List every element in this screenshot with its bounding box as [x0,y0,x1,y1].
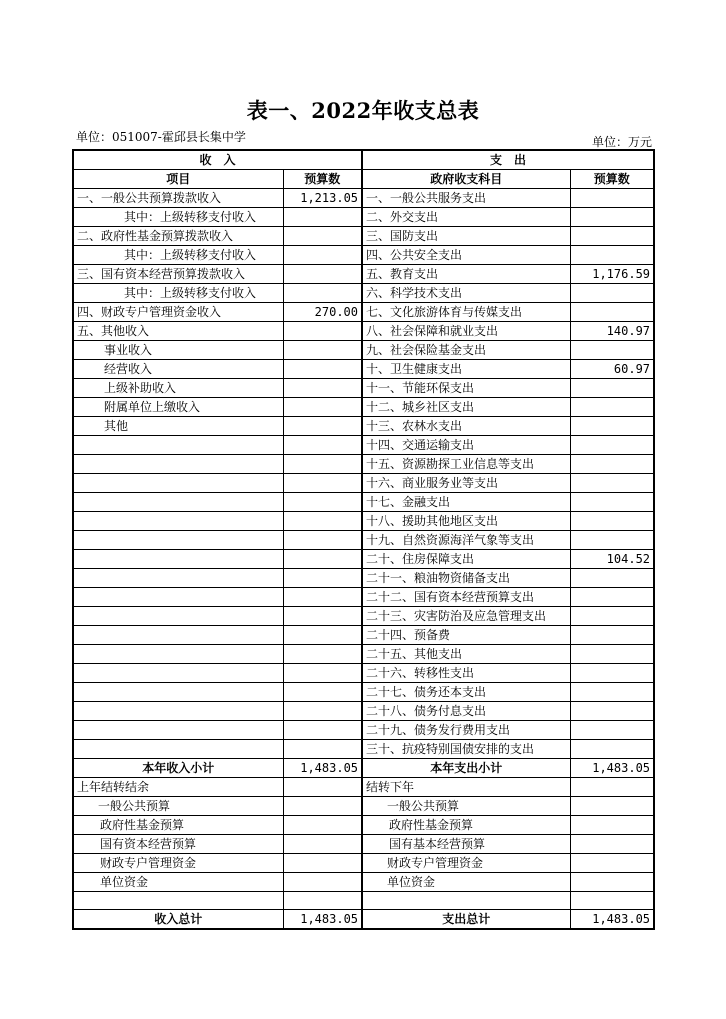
income-value-cell [283,626,362,645]
income-value-cell [283,360,362,379]
income-value-cell [283,417,362,436]
income-item-cell [73,512,283,531]
expense-item-cell: 二十、住房保障支出 [362,550,570,569]
table-row [73,455,654,474]
income-item-cell: 上级补助收入 [73,379,283,398]
carryover-expense-cell: 单位资金 [362,873,570,892]
table-row [73,417,654,436]
income-item-cell [73,664,283,683]
income-item-cell [73,721,283,740]
expense-value-cell [570,455,654,474]
income-item-cell: 事业收入 [73,341,283,360]
income-value-cell: 270.00 [283,303,362,322]
expense-item-cell: 五、教育支出 [362,265,570,284]
expense-budget-header: 预算数 [570,170,654,189]
income-value-cell [283,379,362,398]
income-value-cell [283,493,362,512]
currency-unit-label: 单位：万元 [591,135,652,149]
income-value-cell [283,341,362,360]
income-section-header: 收 入 [73,150,362,170]
expense-value-cell [570,379,654,398]
expense-value-cell [570,569,654,588]
expense-section-header: 支 出 [362,150,654,170]
table-row [73,702,654,721]
expense-value-cell: 140.97 [570,322,654,341]
carryover-income-cell [73,892,283,910]
income-value-cell [283,398,362,417]
table-row [73,493,654,512]
expense-value-cell [570,227,654,246]
table-row [73,436,654,455]
carryover-income-value [283,816,362,835]
income-value-cell [283,265,362,284]
income-value-cell [283,436,362,455]
income-value-cell [283,550,362,569]
expense-item-cell: 十五、资源勘探工业信息等支出 [362,455,570,474]
income-item-cell: 经营收入 [73,360,283,379]
table-row [73,588,654,607]
carryover-expense-cell: 结转下年 [362,778,570,797]
income-value-cell [283,607,362,626]
carry-row [73,873,654,892]
income-value-cell [283,512,362,531]
expense-value-cell [570,303,654,322]
subtotal-row [73,759,654,778]
table-row [73,322,654,341]
carry-row [73,854,654,873]
expense-item-cell: 十一、节能环保支出 [362,379,570,398]
expense-item-cell: 十六、商业服务业等支出 [362,474,570,493]
carryover-income-cell: 国有资本经营预算 [73,835,283,854]
table-row [73,664,654,683]
income-value-cell [283,569,362,588]
table-row [73,208,654,227]
expense-item-cell: 二十九、债务发行费用支出 [362,721,570,740]
expense-item-cell: 十四、交通运输支出 [362,436,570,455]
carryover-expense-value [570,892,654,910]
unit-label: 单位：051007-霍邱县长集中学 [76,130,246,144]
income-item-cell [73,702,283,721]
income-budget-header: 预算数 [283,170,362,189]
expense-item-cell: 三十、抗疫特别国债安排的支出 [362,740,570,759]
expense-item-cell: 二十八、债务付息支出 [362,702,570,721]
table-row [73,607,654,626]
income-value-cell: 1,213.05 [283,189,362,208]
table-row [73,531,654,550]
expense-value-cell [570,493,654,512]
income-value-cell [283,246,362,265]
income-value-cell [283,208,362,227]
income-item-cell [73,740,283,759]
income-item-cell [73,607,283,626]
income-item-cell [73,474,283,493]
carryover-expense-value [570,797,654,816]
expense-value-cell [570,702,654,721]
table-row [73,379,654,398]
table-row [73,284,654,303]
income-item-cell [73,626,283,645]
carryover-income-cell: 上年结转结余 [73,778,283,797]
expense-value-cell [570,607,654,626]
table-row [73,341,654,360]
income-value-cell [283,702,362,721]
carryover-income-value [283,797,362,816]
income-subtotal-value: 1,483.05 [283,759,362,778]
expense-value-cell: 60.97 [570,360,654,379]
expense-item-cell: 二十四、预备费 [362,626,570,645]
expense-value-cell [570,474,654,493]
table-row [73,512,654,531]
column-header-row [73,170,654,189]
expense-item-cell: 一、一般公共服务支出 [362,189,570,208]
carryover-income-value [283,835,362,854]
income-item-cell [73,645,283,664]
income-value-cell [283,455,362,474]
income-item-cell [73,493,283,512]
table-row [73,474,654,493]
income-value-cell [283,227,362,246]
carry-row [73,816,654,835]
table-row [73,303,654,322]
table-row [73,645,654,664]
income-total-label: 收入总计 [73,910,283,930]
expense-item-cell: 十、卫生健康支出 [362,360,570,379]
table-row [73,721,654,740]
expense-item-cell: 二十五、其他支出 [362,645,570,664]
income-item-cell: 三、国有资本经营预算拨款收入 [73,265,283,284]
total-row [73,910,654,930]
carryover-income-value [283,854,362,873]
expense-value-cell [570,246,654,265]
table-row [73,360,654,379]
carryover-expense-cell: 一般公共预算 [362,797,570,816]
income-item-cell [73,588,283,607]
income-item-cell: 五、其他收入 [73,322,283,341]
expense-item-cell: 二十三、灾害防治及应急管理支出 [362,607,570,626]
expense-item-cell: 十七、金融支出 [362,493,570,512]
carryover-expense-cell: 政府性基金预算 [362,816,570,835]
expense-item-cell: 四、公共安全支出 [362,246,570,265]
income-value-cell [283,531,362,550]
income-value-cell [283,645,362,664]
expense-total-label: 支出总计 [362,910,570,930]
expense-value-cell [570,417,654,436]
carry-row [73,778,654,797]
income-total-value: 1,483.05 [283,910,362,930]
carryover-expense-value [570,854,654,873]
carryover-income-value [283,778,362,797]
carryover-expense-cell [362,892,570,910]
table-row [73,683,654,702]
income-item-header: 项目 [73,170,283,189]
income-item-cell: 其中：上级转移支付收入 [73,284,283,303]
expense-total-value: 1,483.05 [570,910,654,930]
expense-value-cell [570,721,654,740]
expense-value-cell [570,664,654,683]
expense-value-cell [570,398,654,417]
carryover-expense-value [570,778,654,797]
table-row [73,398,654,417]
carryover-income-cell: 政府性基金预算 [73,816,283,835]
expense-value-cell [570,740,654,759]
table-row [73,265,654,284]
expense-value-cell [570,512,654,531]
expense-subtotal-value: 1,483.05 [570,759,654,778]
table-body [73,150,654,929]
income-item-cell [73,455,283,474]
expense-item-cell: 十九、自然资源海洋气象等支出 [362,531,570,550]
income-item-cell: 二、政府性基金预算拨款收入 [73,227,283,246]
expense-value-cell: 104.52 [570,550,654,569]
page-title: 表一、2022年收支总表 [246,98,480,123]
expense-item-cell: 二、外交支出 [362,208,570,227]
expense-item-cell: 六、科学技术支出 [362,284,570,303]
expense-item-cell: 九、社会保险基金支出 [362,341,570,360]
carryover-expense-value [570,873,654,892]
income-item-cell: 四、财政专户管理资金收入 [73,303,283,322]
table-row [73,740,654,759]
income-value-cell [283,683,362,702]
carryover-expense-value [570,816,654,835]
carryover-income-cell: 财政专户管理资金 [73,854,283,873]
table-row [73,189,654,208]
income-item-cell [73,550,283,569]
income-item-cell: 其他 [73,417,283,436]
income-item-cell: 其中：上级转移支付收入 [73,246,283,265]
expense-value-cell: 1,176.59 [570,265,654,284]
carryover-expense-cell: 财政专户管理资金 [362,854,570,873]
income-item-cell: 附属单位上缴收入 [73,398,283,417]
income-item-cell [73,569,283,588]
expense-value-cell [570,588,654,607]
expense-value-cell [570,645,654,664]
income-subtotal-label: 本年收入小计 [73,759,283,778]
carry-row [73,892,654,910]
income-item-cell [73,683,283,702]
expense-item-cell: 十三、农林水支出 [362,417,570,436]
table-row [73,246,654,265]
expense-value-cell [570,208,654,227]
expense-value-cell [570,626,654,645]
expense-value-cell [570,341,654,360]
table-row [73,626,654,645]
expense-item-cell: 八、社会保障和就业支出 [362,322,570,341]
income-value-cell [283,664,362,683]
budget-summary-table [72,149,655,930]
expense-value-cell [570,284,654,303]
carry-row [73,835,654,854]
expense-item-cell: 二十一、粮油物资储备支出 [362,569,570,588]
table-row [73,569,654,588]
income-value-cell [283,740,362,759]
expense-item-cell: 二十六、转移性支出 [362,664,570,683]
income-item-cell [73,531,283,550]
income-value-cell [283,721,362,740]
income-item-cell: 一、一般公共预算拨款收入 [73,189,283,208]
carryover-expense-value [570,835,654,854]
carryover-income-value [283,892,362,910]
section-header-row [73,150,654,170]
income-value-cell [283,322,362,341]
expense-item-header: 政府收支科目 [362,170,570,189]
income-value-cell [283,284,362,303]
expense-item-cell: 十八、援助其他地区支出 [362,512,570,531]
expense-item-cell: 二十七、债务还本支出 [362,683,570,702]
expense-item-cell: 七、文化旅游体育与传媒支出 [362,303,570,322]
income-item-cell [73,436,283,455]
income-value-cell [283,588,362,607]
carryover-expense-cell: 国有基本经营预算 [362,835,570,854]
carry-row [73,797,654,816]
expense-item-cell: 十二、城乡社区支出 [362,398,570,417]
expense-value-cell [570,189,654,208]
expense-value-cell [570,531,654,550]
expense-item-cell: 三、国防支出 [362,227,570,246]
expense-value-cell [570,436,654,455]
table-row [73,550,654,569]
expense-value-cell [570,683,654,702]
expense-item-cell: 二十二、国有资本经营预算支出 [362,588,570,607]
carryover-income-cell: 一般公共预算 [73,797,283,816]
expense-subtotal-label: 本年支出小计 [362,759,570,778]
carryover-income-value [283,873,362,892]
table-row [73,227,654,246]
income-value-cell [283,474,362,493]
carryover-income-cell: 单位资金 [73,873,283,892]
income-item-cell: 其中：上级转移支付收入 [73,208,283,227]
